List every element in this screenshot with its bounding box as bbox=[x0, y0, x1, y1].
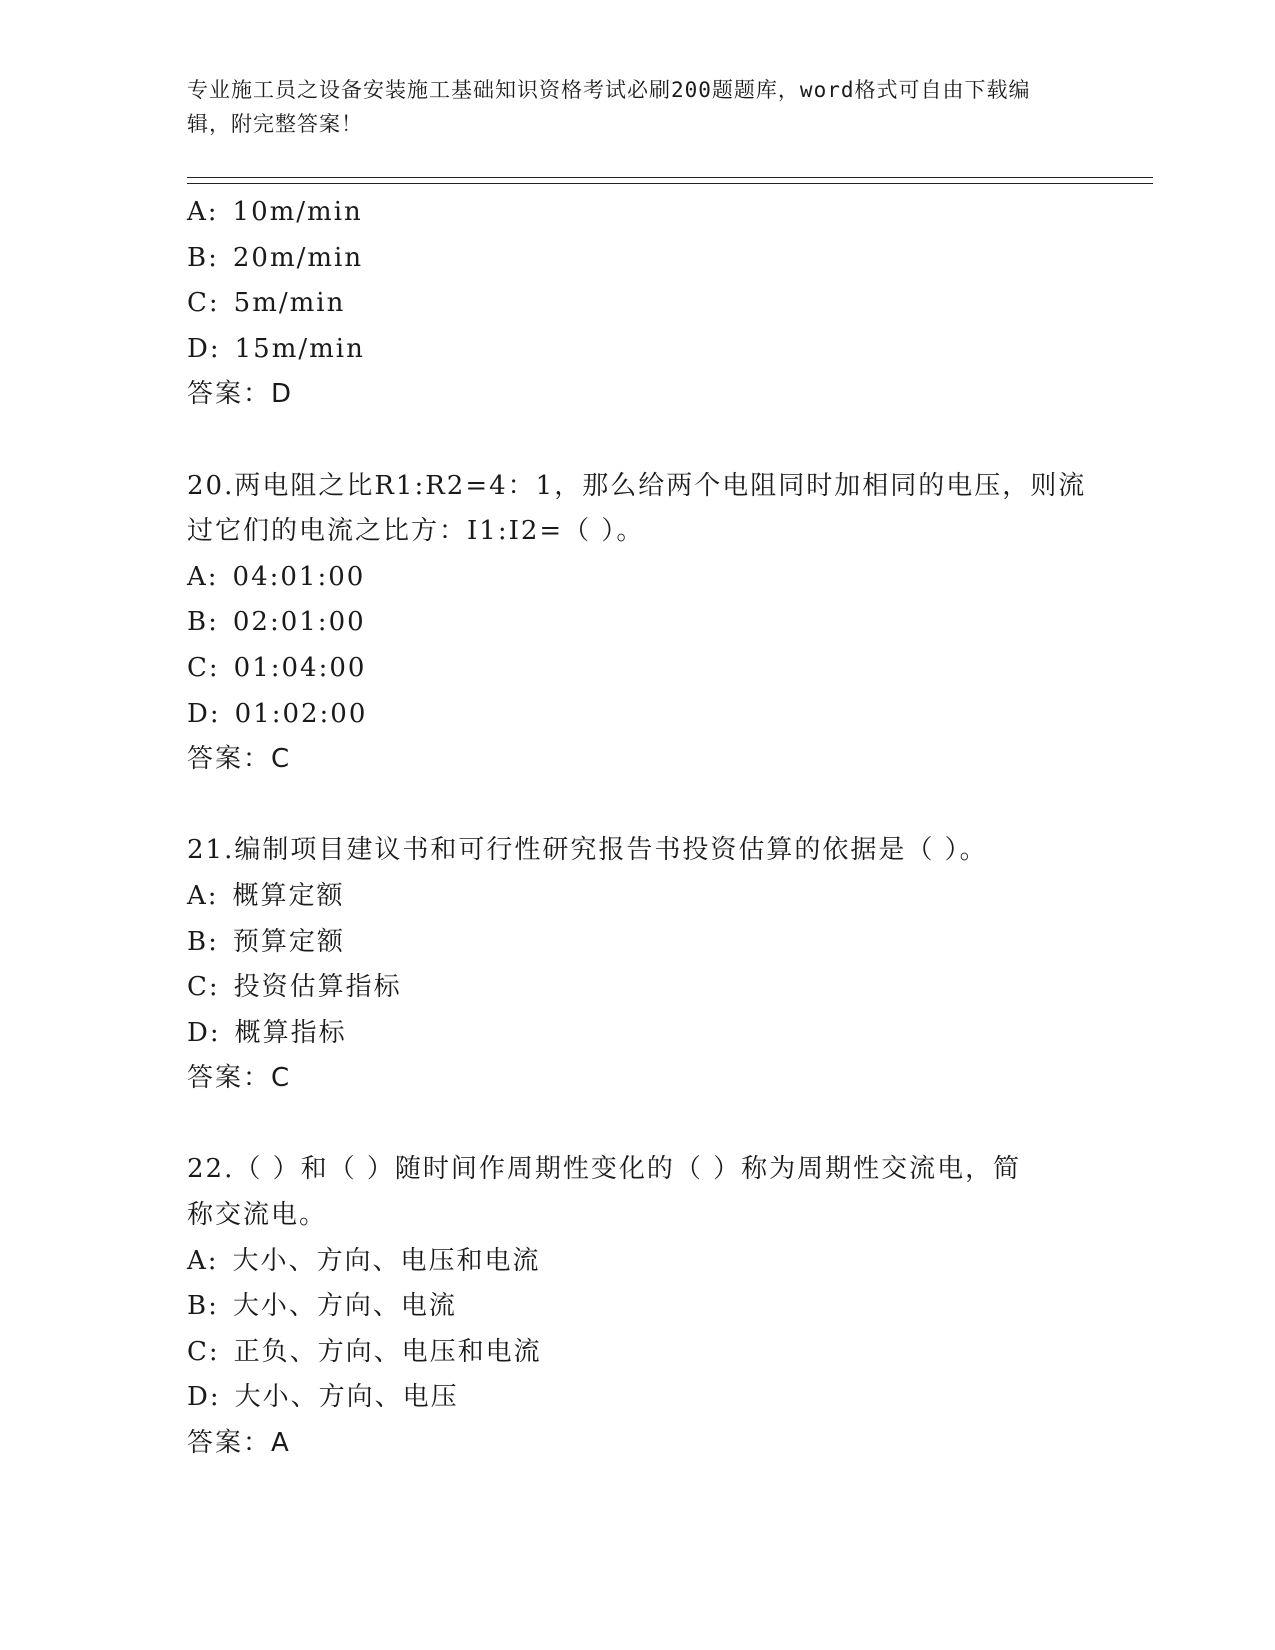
option-a: A: 概算定额 bbox=[187, 880, 345, 911]
answer-line: 答案：C bbox=[187, 744, 292, 775]
header-divider-top bbox=[187, 177, 1153, 178]
option-d: D: 大小、方向、电压 bbox=[187, 1382, 459, 1413]
option-b: B: 大小、方向、电流 bbox=[187, 1291, 457, 1322]
header-divider-bottom bbox=[187, 183, 1153, 184]
document-header: 专业施工员之设备安装施工基础知识资格考试必刷200题题库，word格式可自由下载编辑，附完整答案！ bbox=[187, 78, 1031, 136]
option-d: D: 概算指标 bbox=[187, 1017, 347, 1048]
option-b: B: 02:01:00 bbox=[187, 607, 366, 638]
option-d: D: 15m/min bbox=[187, 333, 365, 364]
question-block bbox=[187, 190, 1087, 418]
option-c: C: 01:04:00 bbox=[187, 652, 367, 683]
answer-line: 答案：D bbox=[187, 379, 294, 410]
question-text-continued: 过它们的电流之比方：I1:I2=（ ）。 bbox=[187, 516, 645, 547]
option-b: B: 20m/min bbox=[187, 242, 364, 273]
question-text-continued: 称交流电。 bbox=[187, 1200, 328, 1231]
question-text: 20.两电阻之比R1:R2=4：1，那么给两个电阻同时加相同的电压，则流 bbox=[187, 470, 1087, 501]
option-a: A: 10m/min bbox=[187, 197, 363, 227]
answer-line: 答案：A bbox=[187, 1428, 291, 1459]
question-block bbox=[187, 1147, 1087, 1466]
option-d: D: 01:02:00 bbox=[187, 698, 368, 729]
option-a: A: 大小、方向、电压和电流 bbox=[187, 1245, 541, 1276]
option-b: B: 预算定额 bbox=[187, 926, 345, 957]
option-c: C: 投资估算指标 bbox=[187, 972, 402, 1003]
question-text: 22.（ ）和（ ）随时间作周期性变化的（ ）称为周期性交流电，简 bbox=[187, 1154, 1022, 1185]
question-block bbox=[187, 828, 1087, 1102]
option-c: C: 正负、方向、电压和电流 bbox=[187, 1336, 542, 1367]
answer-line: 答案：C bbox=[187, 1063, 292, 1094]
option-a: A: 04:01:00 bbox=[187, 561, 366, 592]
document-body bbox=[187, 190, 1087, 1467]
question-block bbox=[187, 464, 1087, 783]
option-c: C: 5m/min bbox=[187, 288, 346, 319]
question-text: 21.编制项目建议书和可行性研究报告书投资估算的依据是（ ）。 bbox=[187, 835, 988, 866]
